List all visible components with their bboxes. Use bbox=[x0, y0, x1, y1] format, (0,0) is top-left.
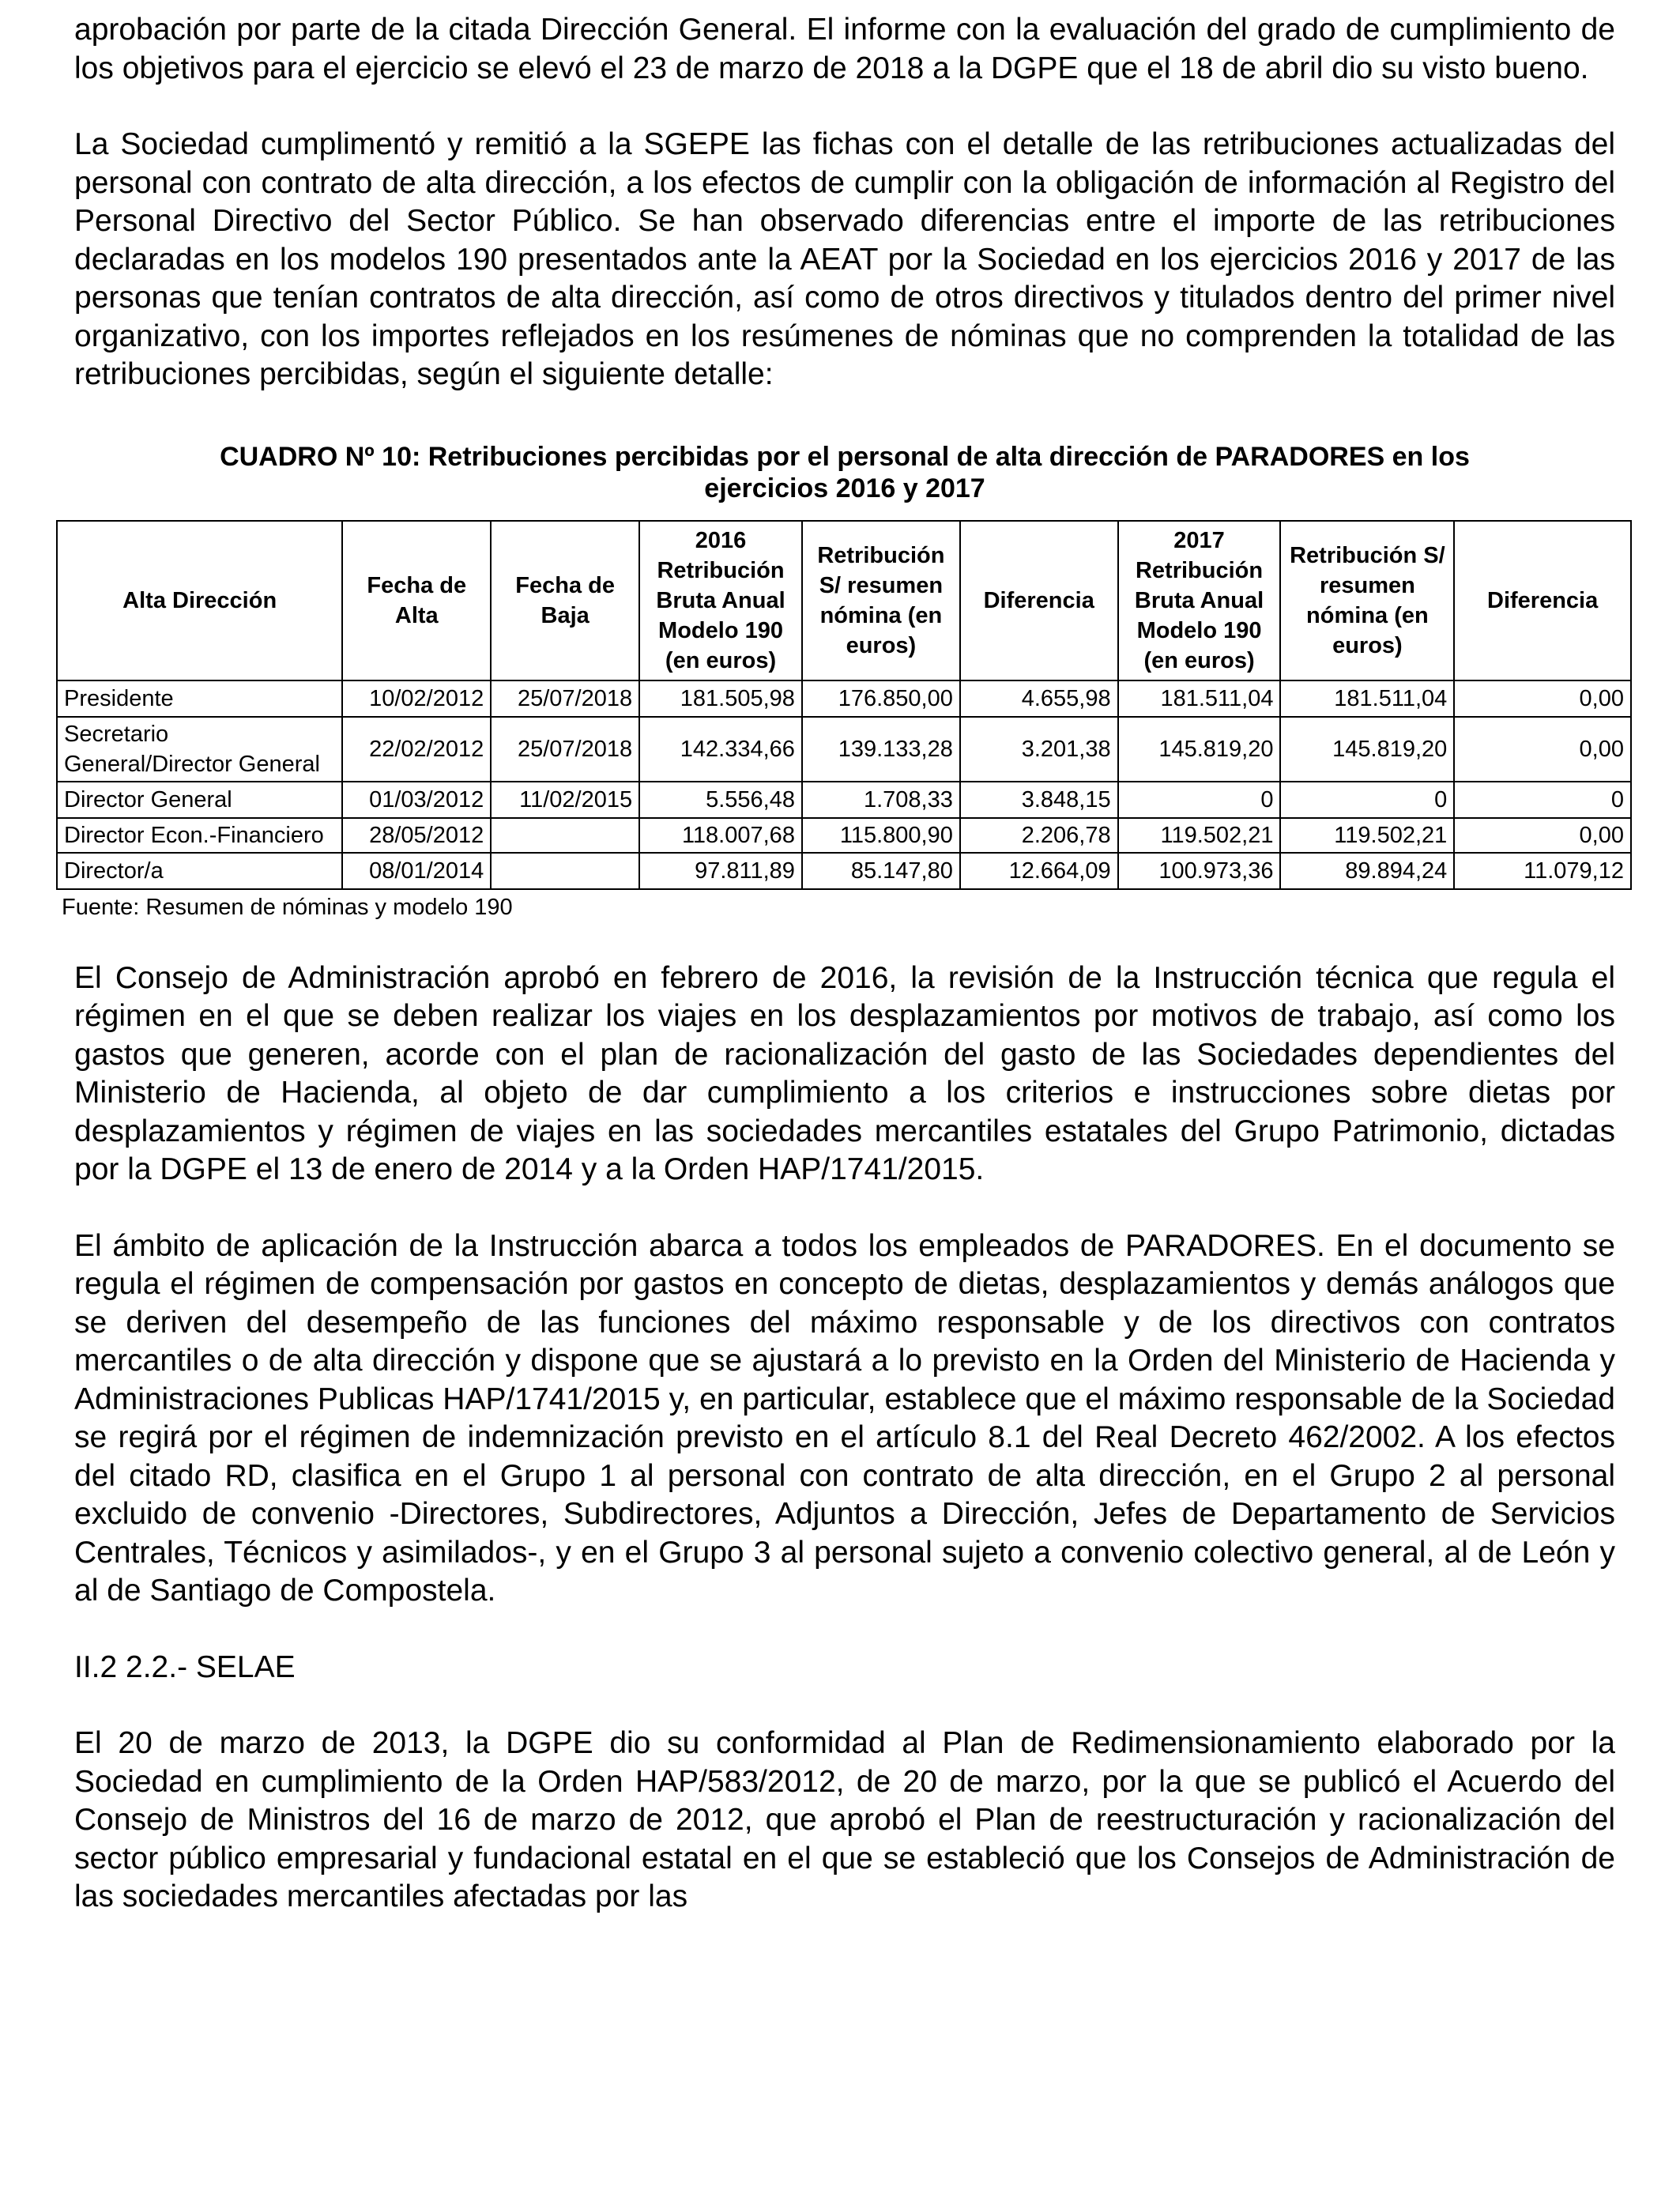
table-header-row bbox=[57, 521, 1631, 680]
cell-fecha-alta: 01/03/2012 bbox=[342, 782, 491, 818]
cell-2017-bruta: 145.819,20 bbox=[1118, 717, 1281, 782]
paragraph-1: aprobación por parte de la citada Dirección General. El informe con la evaluación del grado de cumplimiento de los objetivos para el ejercicio se elevó el 23 de marzo de 2018 a la DGPE que el 18 de abril dio su visto bueno. bbox=[74, 13, 1615, 85]
cell-fecha-baja bbox=[491, 853, 639, 889]
table-row bbox=[57, 818, 1631, 853]
cell-fecha-baja: 25/07/2018 bbox=[491, 717, 639, 782]
cell-fecha-baja bbox=[491, 818, 639, 853]
paragraph-3: El Consejo de Administración aprobó en febrero de 2016, la revisión de la Instrucción técnica que regula el régimen en el que se deben realizar los viajes en los desplazamientos por motivos de trabajo, así como los gastos que generen, acorde con el plan de racionalización del gasto de las Sociedades dependientes del Ministerio de Hacienda, al objeto de dar cumplimiento a los criterios e instrucciones sobre dietas por desplazamientos y régimen de viajes en las sociedades mercantiles estatales del Grupo Patrimonio, dictadas por la DGPE el 13 de enero de 2014 y a la Orden HAP/1741/2015. bbox=[74, 960, 1615, 1186]
cell-cargo: Director/a bbox=[57, 853, 342, 889]
header-fecha-baja: Fecha de Baja bbox=[491, 521, 639, 680]
section-heading: II.2 2.2.- SELAE bbox=[74, 1649, 296, 1684]
cell-2017-resumen: 145.819,20 bbox=[1280, 717, 1454, 782]
cell-2016-diferencia: 3.848,15 bbox=[960, 782, 1118, 818]
cell-2017-resumen: 181.511,04 bbox=[1280, 680, 1454, 717]
table-source: Fuente: Resumen de nóminas y modelo 190 bbox=[62, 894, 513, 920]
table-row bbox=[57, 717, 1631, 782]
cell-2017-diferencia: 0,00 bbox=[1454, 818, 1631, 853]
table-caption-line-2: ejercicios 2016 y 2017 bbox=[704, 473, 985, 503]
cell-2017-resumen: 89.894,24 bbox=[1280, 853, 1454, 889]
paragraph-4: El ámbito de aplicación de la Instrucción abarca a todos los empleados de PARADORES. En el documento se regula el régimen de compensación por gastos en concepto de dietas, desplazamientos y demás análogos que se deriven del desempeño de las funciones del máximo responsable y de los directivos con contratos mercantiles o de alta dirección y dispone que se ajustará a lo previsto en la Orden del Ministerio de Hacienda y Administraciones Publicas HAP/1741/2015 y, en particular, establece que el máximo responsable de la Sociedad se regirá por el régimen de indemnización previsto en el artículo 8.1 del Real Decreto 462/2002. A los efectos del citado RD, clasifica en el Grupo 1 al personal con contrato de alta dirección, en el Grupo 2 al personal excluido de convenio -Directores, Subdirectores, Adjuntos a Dirección, Jefes de Departamento de Servicios Centrales, Técnicos y asimilados-, y en el Grupo 3 al personal sujeto a convenio colectivo general, al de León y al de Santiago de Compostela. bbox=[74, 1228, 1615, 1608]
cell-2017-diferencia: 0,00 bbox=[1454, 717, 1631, 782]
cell-cargo: Presidente bbox=[57, 680, 342, 717]
cell-2016-diferencia: 3.201,38 bbox=[960, 717, 1118, 782]
table-caption bbox=[74, 441, 1615, 504]
header-2017-diferencia: Diferencia bbox=[1454, 521, 1631, 680]
cell-2016-bruta: 97.811,89 bbox=[639, 853, 802, 889]
cell-fecha-alta: 28/05/2012 bbox=[342, 818, 491, 853]
paragraph-5: El 20 de marzo de 2013, la DGPE dio su conformidad al Plan de Redimensionamiento elaborado por la Sociedad en cumplimiento de la Orden HAP/583/2012, de 20 de marzo, por la que se publicó el Acuerdo del Consejo de Ministros del 16 de marzo de 2012, que aprobó el Plan de reestructuración y racionalización del sector público empresarial y fundacional estatal en el que se estableció que los Consejos de Administración de las sociedades mercantiles afectadas por las bbox=[74, 1726, 1615, 1913]
cell-cargo: Director General bbox=[57, 782, 342, 818]
header-2016-bruta bbox=[639, 521, 802, 680]
cell-2016-diferencia: 4.655,98 bbox=[960, 680, 1118, 717]
cell-fecha-alta: 08/01/2014 bbox=[342, 853, 491, 889]
cell-cargo: Secretario General/Director General bbox=[57, 717, 342, 782]
cell-2016-resumen: 1.708,33 bbox=[802, 782, 960, 818]
table-row bbox=[57, 680, 1631, 717]
header-alta-direccion: Alta Dirección bbox=[57, 521, 342, 680]
table-row bbox=[57, 853, 1631, 889]
cell-2016-bruta: 5.556,48 bbox=[639, 782, 802, 818]
cell-2017-diferencia: 11.079,12 bbox=[1454, 853, 1631, 889]
cell-2017-diferencia: 0 bbox=[1454, 782, 1631, 818]
cell-fecha-alta: 10/02/2012 bbox=[342, 680, 491, 717]
cell-2017-resumen: 119.502,21 bbox=[1280, 818, 1454, 853]
cell-2016-diferencia: 2.206,78 bbox=[960, 818, 1118, 853]
cell-2017-bruta: 119.502,21 bbox=[1118, 818, 1281, 853]
cell-fecha-baja: 11/02/2015 bbox=[491, 782, 639, 818]
cell-2016-bruta: 118.007,68 bbox=[639, 818, 802, 853]
table-caption-line-1: CUADRO Nº 10: Retribuciones percibidas por el personal de alta dirección de PARADORES en los bbox=[220, 441, 1470, 472]
cell-cargo: Director Econ.-Financiero bbox=[57, 818, 342, 853]
cell-fecha-baja: 25/07/2018 bbox=[491, 680, 639, 717]
cell-2016-resumen: 176.850,00 bbox=[802, 680, 960, 717]
cell-2016-resumen: 139.133,28 bbox=[802, 717, 960, 782]
cell-2017-resumen: 0 bbox=[1280, 782, 1454, 818]
cell-fecha-alta: 22/02/2012 bbox=[342, 717, 491, 782]
document-page bbox=[62, 11, 1624, 1917]
retribuciones-table bbox=[56, 520, 1632, 890]
paragraph-2: La Sociedad cumplimentó y remitió a la SGEPE las fichas con el detalle de las retribuciones actualizadas del personal con contrato de alta dirección, a los efectos de cumplir con la obligación de información al Registro del Personal Directivo del Sector Público. Se han observado diferencias entre el importe de las retribuciones declaradas en los modelos 190 presentados ante la AEAT por la Sociedad en los ejercicios 2016 y 2017 de las personas que tenían contratos de alta dirección, así como de otros directivos y titulados dentro del primer nivel organizativo, con los importes reflejados en los resúmenes de nóminas que no comprenden la totalidad de las retribuciones percibidas, según el siguiente detalle: bbox=[74, 127, 1615, 391]
header-2017-bruta-label: Retribución Bruta Anual Modelo 190 (en euros) bbox=[1134, 557, 1264, 673]
header-fecha-alta: Fecha de Alta bbox=[342, 521, 491, 680]
cell-2017-bruta: 0 bbox=[1118, 782, 1281, 818]
header-2017-resumen: Retribución S/ resumen nómina (en euros) bbox=[1280, 521, 1454, 680]
table-row bbox=[57, 782, 1631, 818]
header-2016-year: 2016 bbox=[695, 527, 747, 553]
header-2017-year: 2017 bbox=[1173, 527, 1225, 553]
header-2017-bruta bbox=[1118, 521, 1281, 680]
header-2016-resumen: Retribución S/ resumen nómina (en euros) bbox=[802, 521, 960, 680]
cell-2017-diferencia: 0,00 bbox=[1454, 680, 1631, 717]
cell-2016-bruta: 181.505,98 bbox=[639, 680, 802, 717]
cell-2017-bruta: 100.973,36 bbox=[1118, 853, 1281, 889]
cell-2017-bruta: 181.511,04 bbox=[1118, 680, 1281, 717]
header-2016-bruta-label: Retribución Bruta Anual Modelo 190 (en euros) bbox=[656, 557, 785, 673]
cell-2016-diferencia: 12.664,09 bbox=[960, 853, 1118, 889]
cell-2016-resumen: 115.800,90 bbox=[802, 818, 960, 853]
cell-2016-resumen: 85.147,80 bbox=[802, 853, 960, 889]
cell-2016-bruta: 142.334,66 bbox=[639, 717, 802, 782]
header-2016-diferencia: Diferencia bbox=[960, 521, 1118, 680]
